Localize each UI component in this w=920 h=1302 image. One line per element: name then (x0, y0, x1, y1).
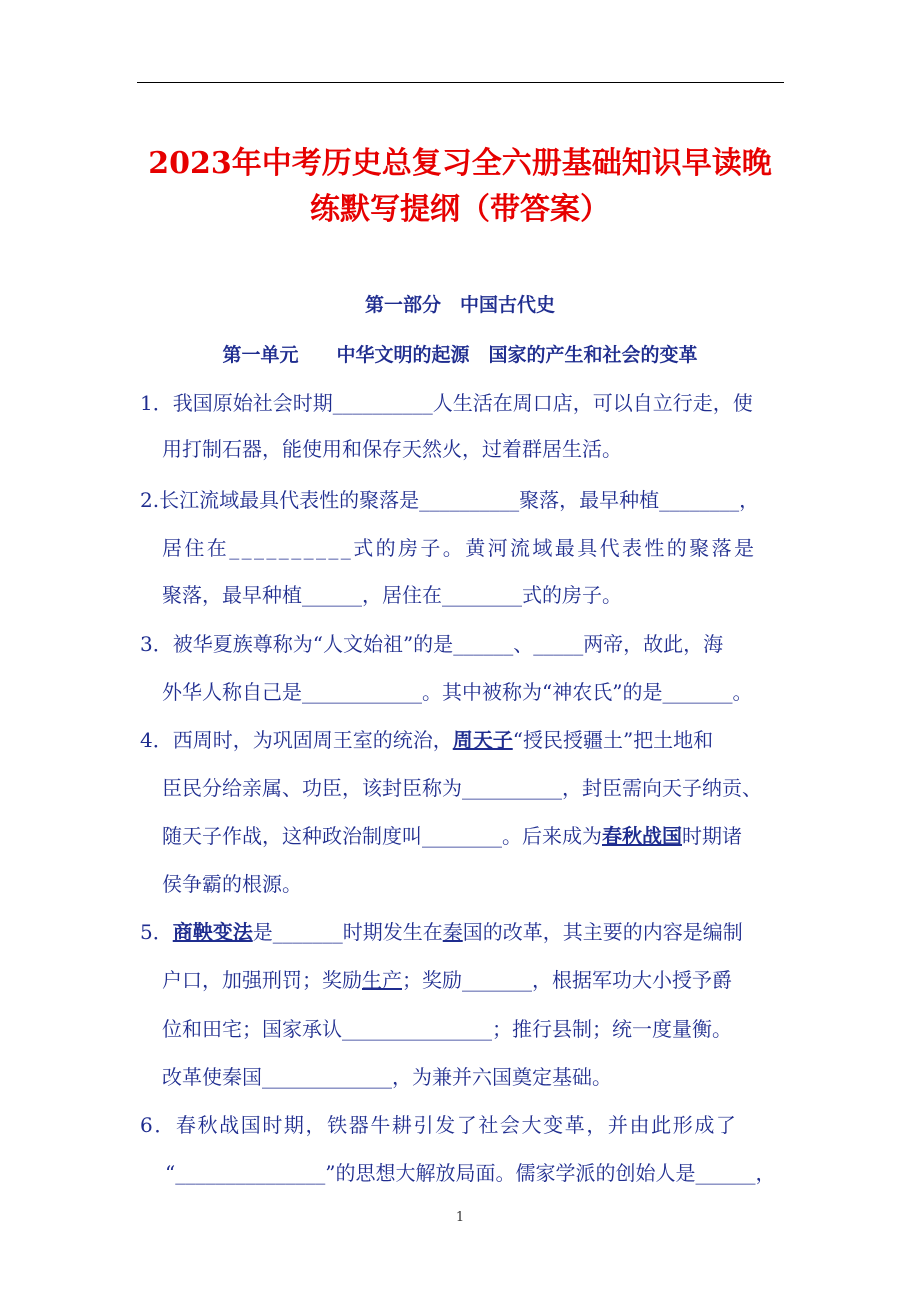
answer-blank[interactable]: _______________ (342, 1017, 492, 1041)
answer-blank[interactable]: ________ (659, 488, 740, 512)
answer-blank[interactable]: __________ (419, 488, 520, 512)
question-5-line-1 (140, 918, 743, 946)
question-text: ，根据军功大小授予爵 (532, 968, 732, 992)
question-text: 时期诸 (682, 824, 742, 848)
question-text: 是 (252, 920, 273, 944)
question-text: “ (165, 1161, 176, 1185)
answer-blank[interactable]: ________ (422, 824, 502, 848)
question-text: ， (755, 1161, 776, 1185)
answer-blank[interactable]: _______ (462, 968, 532, 992)
question-text: 式的房子。 (522, 583, 622, 607)
question-text: ， (739, 488, 760, 512)
answer-blank[interactable]: __________ (332, 391, 433, 415)
unit-heading: 第一单元 中华文明的起源 国家的产生和社会的变革 (222, 344, 698, 366)
question-text: 1．我国原始社会时期 (140, 391, 333, 415)
answer-blank[interactable]: _____________ (262, 1065, 392, 1089)
question-6-line-1: 6．春秋战国时期，铁器牛耕引发了社会大变革，并由此形成了 (140, 1113, 738, 1137)
question-text: ；奖励 (402, 968, 462, 992)
question-4-line-4: 侯争霸的根源。 (162, 872, 302, 896)
question-1-line-1 (140, 389, 753, 417)
keyword-link[interactable]: 秦 (442, 920, 463, 944)
answer-blank[interactable]: ______ (453, 632, 514, 656)
question-text: ；推行县制；统一度量衡。 (492, 1017, 732, 1041)
answer-blank[interactable]: ________ (442, 583, 522, 607)
question-2-line-1 (140, 486, 759, 514)
document-title-line-2: 练默写提纲（带答案） (310, 192, 610, 227)
question-text: 聚落，最早种植 (519, 488, 660, 512)
question-3-line-1 (140, 630, 723, 658)
question-5-line-2 (162, 966, 732, 994)
question-text: ”的思想大解放局面。儒家学派的创始人是 (325, 1161, 696, 1185)
keyword-link[interactable]: 周天子 (452, 728, 513, 752)
question-text: 聚落，最早种植 (162, 583, 302, 607)
answer-blank[interactable]: __________ (229, 536, 354, 560)
keyword-link[interactable]: 生产 (362, 968, 402, 992)
keyword-link[interactable]: 春秋战国 (602, 824, 682, 848)
answer-blank[interactable]: _______ (272, 920, 343, 944)
question-text: 臣民分给亲属、功臣，该封臣称为 (162, 776, 462, 800)
question-5-line-4 (162, 1063, 612, 1091)
question-text: 4．西周时，为巩固周王室的统治， (140, 728, 453, 752)
answer-blank[interactable]: ______ (695, 1161, 756, 1185)
document-title-line-1: 2023年中考历史总复习全六册基础知识早读晚 (148, 146, 772, 181)
question-text: 。 (732, 680, 753, 704)
question-text: ，居住在 (362, 583, 442, 607)
question-5-line-3 (162, 1015, 732, 1043)
question-text: 5． (140, 920, 173, 944)
part-heading: 第一部分 中国古代史 (364, 294, 555, 316)
question-6-line-2 (165, 1159, 775, 1187)
question-text: 式的房子。黄河流域最具代表性的聚落是 (353, 536, 757, 560)
answer-blank[interactable]: __________ (462, 776, 562, 800)
question-text: 时期发生在 (342, 920, 443, 944)
answer-blank[interactable]: ____________ (302, 680, 422, 704)
question-2-line-2 (162, 534, 756, 562)
question-text: 居住在 (162, 536, 230, 560)
question-text: 随天子作战，这种政治制度叫 (162, 824, 422, 848)
question-text: 3．被华夏族尊称为“人文始祖”的是 (140, 632, 454, 656)
question-text: 人生活在周口店，可以自立行走，使 (432, 391, 753, 415)
question-text: 国的改革，其主要的内容是编制 (462, 920, 743, 944)
question-1-line-2: 用打制石器，能使用和保存天然火，过着群居生活。 (162, 437, 622, 461)
question-text: ，为兼并六国奠定基础。 (392, 1065, 612, 1089)
question-text: 改革使秦国 (162, 1065, 262, 1089)
question-4-line-1 (140, 726, 713, 754)
question-4-line-2 (162, 774, 762, 802)
question-text: 户口，加强刑罚；奖励 (162, 968, 362, 992)
question-text: 2.长江流域最具代表性的聚落是 (140, 488, 420, 512)
question-text: ，封臣需向天子纳贡、 (562, 776, 762, 800)
question-text: 外华人称自己是 (162, 680, 302, 704)
answer-blank[interactable]: _______ (662, 680, 733, 704)
question-text: 两帝，故此，海 (583, 632, 724, 656)
question-3-line-2 (162, 678, 752, 706)
question-text: 。其中被称为“神农氏”的是 (422, 680, 663, 704)
header-rule (137, 82, 784, 83)
question-4-line-3 (162, 822, 742, 850)
question-text: “授民授疆土”把土地和 (512, 728, 714, 752)
question-text: 、 (513, 632, 534, 656)
question-text: 位和田宅；国家承认 (162, 1017, 342, 1041)
question-2-line-3 (162, 581, 622, 609)
answer-blank[interactable]: ______ (302, 583, 362, 607)
answer-blank[interactable]: _____ (533, 632, 584, 656)
keyword-link[interactable]: 商鞅变法 (172, 920, 253, 944)
page-number: 1 (455, 1210, 465, 1225)
answer-blank[interactable]: _______________ (175, 1161, 326, 1185)
question-text: 。后来成为 (502, 824, 602, 848)
